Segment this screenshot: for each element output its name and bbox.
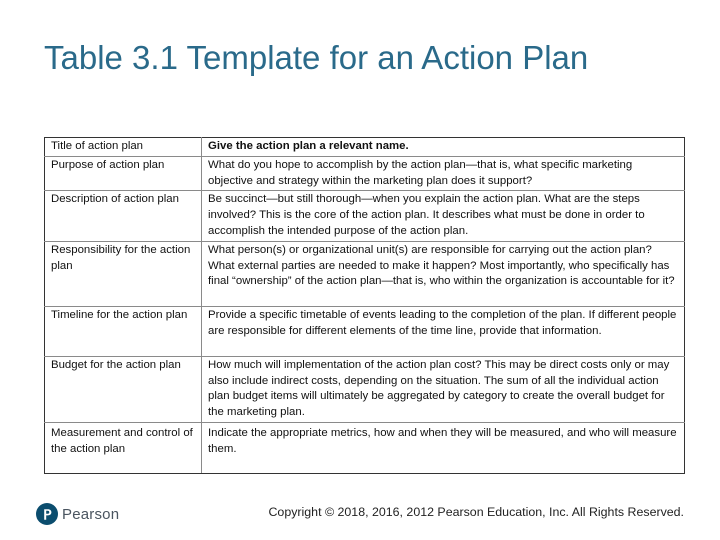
row-label: Description of action plan — [45, 191, 202, 241]
table-row — [45, 191, 685, 241]
row-description: Give the action plan a relevant name. — [202, 138, 685, 157]
pearson-p-icon — [36, 503, 58, 525]
table-row — [45, 156, 685, 191]
row-label: Measurement and control of the action plan — [45, 422, 202, 473]
row-label: Purpose of action plan — [45, 156, 202, 191]
row-description: What do you hope to accomplish by the action plan—that is, what specific marketing objective and strategy within the marketing plan does it support? — [202, 156, 685, 191]
row-label: Budget for the action plan — [45, 356, 202, 422]
pearson-wordmark: Pearson — [62, 505, 120, 523]
table-row — [45, 138, 685, 157]
row-label: Responsibility for the action plan — [45, 241, 202, 306]
slide-title: Table 3.1 Template for an Action Plan — [44, 39, 589, 76]
row-description: Provide a specific timetable of events leading to the completion of the plan. If different people are responsible for different elements of the time line, provide that information. — [202, 306, 685, 356]
row-description: What person(s) or organizational unit(s) are responsible for carrying out the action plan? What external parties are needed to make it happen? Most importantly, who specifically has final “ownership” of the action plan—that is, who within the organization is accountable for it? — [202, 241, 685, 306]
table-row — [45, 306, 685, 356]
table-row — [45, 241, 685, 306]
row-label: Timeline for the action plan — [45, 306, 202, 356]
table-row — [45, 422, 685, 473]
row-description: Indicate the appropriate metrics, how and when they will be measured, and who will measure them. — [202, 422, 685, 473]
table-row — [45, 356, 685, 422]
row-description: Be succinct—but still thorough—when you explain the action plan. What are the steps involved? This is the core of the action plan. It describes what must be done in order to accomplish the intended purpose of the action plan. — [202, 191, 685, 241]
pearson-logo — [36, 503, 119, 525]
row-description: How much will implementation of the action plan cost? This may be direct costs only or may also include indirect costs, depending on the situation. The sum of all the individual action plan budget items will ultimately be aggregated by category to create the overall budget for the marketing plan. — [202, 356, 685, 422]
row-label: Title of action plan — [45, 138, 202, 157]
copyright-notice: Copyright © 2018, 2016, 2012 Pearson Education, Inc. All Rights Reserved. — [268, 505, 684, 519]
action-plan-table — [44, 137, 685, 474]
